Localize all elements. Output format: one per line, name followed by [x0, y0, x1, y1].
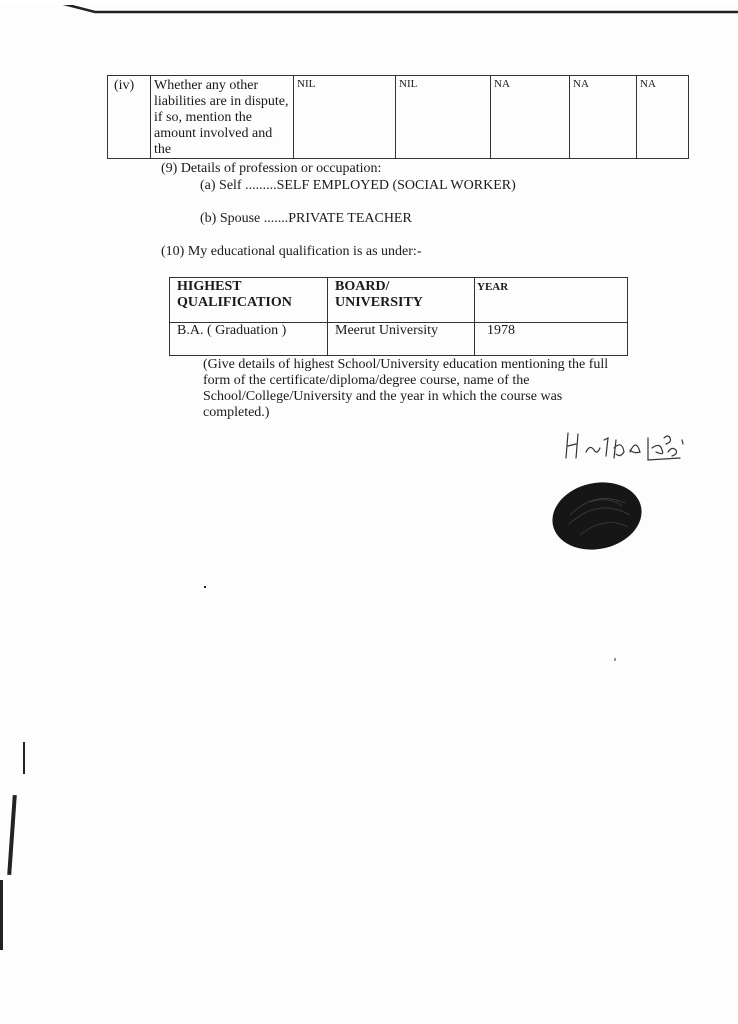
education-note: (Give details of highest School/University education mentioning the full form of the certificate/diploma/degree course, name of the School/College/University and the year in which the course was completed.) [203, 357, 609, 420]
row-question [151, 76, 294, 159]
section9-heading: (9) Details of profession or occupation: [161, 161, 382, 176]
thumb-impression [550, 480, 650, 556]
header-year: YEAR [475, 278, 628, 323]
liabilities-table [107, 75, 689, 159]
qualification-cell: B.A. ( Graduation ) [170, 323, 328, 356]
year-cell: 1978 [475, 323, 628, 356]
scan-streak [0, 880, 3, 950]
self-occupation: (a) Self .........SELF EMPLOYED (SOCIAL WORKER) [200, 178, 516, 193]
spouse-occupation: (b) Spouse .......PRIVATE TEACHER [200, 211, 412, 226]
scan-dot [204, 586, 206, 588]
table-row [108, 76, 689, 159]
table-row [170, 323, 628, 356]
scan-top-edge [0, 0, 738, 18]
value-cell: NA [570, 76, 637, 159]
signature [556, 418, 696, 468]
scan-streak [7, 795, 17, 875]
header-university: BOARD/ UNIVERSITY [328, 278, 475, 323]
value-cell: NA [637, 76, 689, 159]
value-cell: NIL [396, 76, 491, 159]
section10-heading: (10) My educational qualification is as under:- [161, 244, 422, 259]
row-number: (iv) [108, 76, 151, 159]
value-cell: NIL [294, 76, 396, 159]
university-cell: Meerut University [328, 323, 475, 356]
scan-dot [614, 658, 616, 661]
table-header-row [170, 278, 628, 323]
row-question-text: Whether any other liabilities are in dispute, if so, mention the amount involved and the [154, 78, 289, 156]
value-cell: NA [491, 76, 570, 159]
scan-streak [23, 742, 25, 774]
header-qualification: HIGHEST QUALIFICATION [170, 278, 328, 323]
education-table [169, 277, 628, 356]
